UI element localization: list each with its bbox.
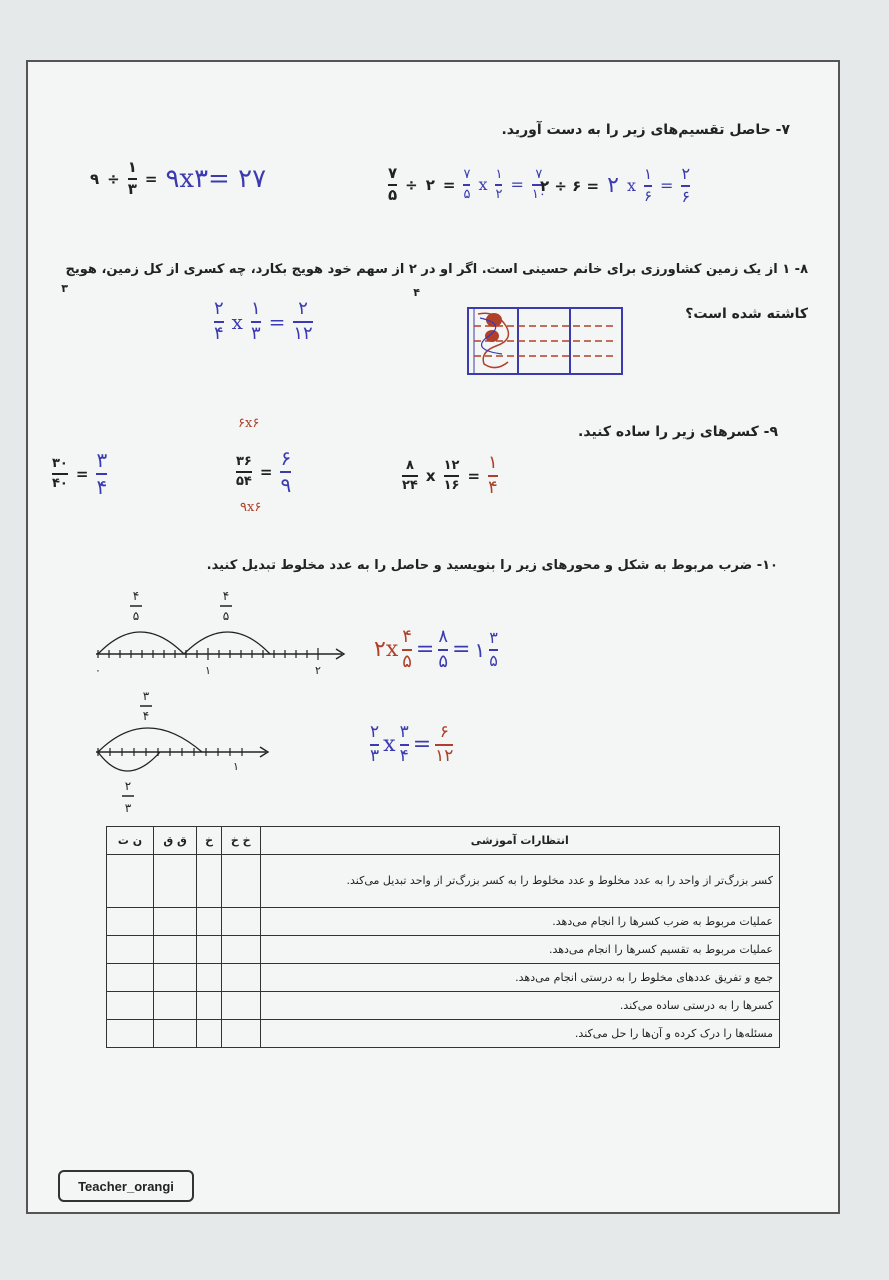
denominator: ۵ xyxy=(489,650,498,670)
checkbox-cell[interactable] xyxy=(221,936,260,964)
table-row xyxy=(107,992,780,1020)
checkbox-cell[interactable] xyxy=(221,964,260,992)
bottom-denominator: ۳ xyxy=(124,801,132,815)
numerator: ۸ xyxy=(438,626,449,647)
numerator: ۱ xyxy=(127,158,137,176)
numerator: ۳۰ xyxy=(52,456,68,472)
mixed-whole: ۱ xyxy=(474,637,486,662)
numerator: ۲ xyxy=(298,298,308,319)
numerator: ۱ xyxy=(250,298,261,319)
result-fraction xyxy=(488,454,498,498)
checkbox-cell[interactable] xyxy=(154,1020,197,1048)
denominator: ۴۰ xyxy=(52,476,68,491)
denominator: ۳ xyxy=(370,745,380,766)
result-fraction xyxy=(96,450,107,498)
numerator: ۱۲ xyxy=(443,458,460,474)
checkbox-cell[interactable] xyxy=(154,908,197,936)
q7-right-b-expression xyxy=(540,166,690,206)
bottom-numerator: ۲ xyxy=(124,779,132,793)
tick-label: ۱ xyxy=(233,760,239,773)
denominator: ۵ xyxy=(438,650,449,672)
denominator: ۱۲ xyxy=(293,322,313,344)
work-whole: ۲ xyxy=(607,173,619,199)
checkbox-cell[interactable] xyxy=(107,1020,154,1048)
denominator: ۶ xyxy=(643,186,653,205)
divide-sign: ÷ xyxy=(405,175,418,194)
header-col-3: ق ق xyxy=(154,827,197,855)
checkbox-cell[interactable] xyxy=(154,855,197,908)
mixed-fraction xyxy=(489,630,498,670)
q8-subscript-right: ۴ xyxy=(413,286,420,299)
q9-b-note-top: ۶x۶ xyxy=(238,416,260,431)
result-fraction xyxy=(280,448,291,496)
problem-fraction xyxy=(52,457,68,490)
header-col-4: ن ت xyxy=(107,827,154,855)
top-denominator: ۴ xyxy=(142,709,150,723)
result-fraction xyxy=(438,628,448,672)
equals-sign: = xyxy=(442,175,456,194)
numerator: ۳ xyxy=(489,628,498,648)
work-fraction xyxy=(251,300,261,344)
q10-work-1 xyxy=(374,628,498,672)
times-sign: x xyxy=(626,176,636,196)
table-row xyxy=(107,908,780,936)
numerator: ۸ xyxy=(405,458,414,474)
work-fraction xyxy=(400,724,409,766)
times-sign: x xyxy=(478,175,488,195)
checkbox-cell[interactable] xyxy=(197,936,222,964)
numerator: ۷ xyxy=(388,164,398,182)
equals-sign: = xyxy=(452,637,471,663)
table-header-row xyxy=(107,827,780,855)
result-fraction xyxy=(293,300,312,344)
denominator: ۲۴ xyxy=(402,477,418,493)
arc-numerator: ۴ xyxy=(132,589,140,603)
tick-marks xyxy=(98,648,318,660)
numerator: ۲ xyxy=(214,298,224,319)
checkbox-cell[interactable] xyxy=(107,855,154,908)
q7-divide-sign: ÷ xyxy=(107,169,120,188)
equals-sign: = xyxy=(144,169,158,188)
checkbox-cell[interactable] xyxy=(221,1020,260,1048)
checkbox-cell[interactable] xyxy=(221,855,260,908)
checkbox-cell[interactable] xyxy=(197,1020,222,1048)
checkbox-cell[interactable] xyxy=(107,992,154,1020)
result-fraction xyxy=(435,724,453,766)
arc-numerator: ۴ xyxy=(222,589,230,603)
numerator: ۲ xyxy=(370,722,380,742)
q8-line1: ۸- ۱ از یک زمین کشاورزی برای خانم حسینی است. اگر او در ۲ از سهم خود هویج بکارد، چه کسری از کل زمین، هویج xyxy=(65,262,808,277)
q7-right-expression xyxy=(388,166,546,204)
equals-sign: = xyxy=(467,466,481,485)
arc-denominator: ۵ xyxy=(132,609,140,623)
q8-subscript-left: ۳ xyxy=(61,282,68,295)
denominator: ۵۴ xyxy=(236,474,252,489)
equals-sign: = xyxy=(412,732,432,758)
denominator: ۴ xyxy=(488,476,498,498)
denominator: ۹ xyxy=(280,473,292,497)
q9-a xyxy=(52,450,107,498)
table-row xyxy=(107,1020,780,1048)
header-col-1: خ خ xyxy=(221,827,260,855)
problem-fraction xyxy=(402,459,418,492)
denominator: ۴ xyxy=(399,745,409,766)
work-fraction xyxy=(214,300,224,344)
goal-text: کسر بزرگ‌تر از واحد را به عدد مخلوط و عدد مخلوط را به کسر بزرگ‌تر از واحد تبدیل می‌کند. xyxy=(260,855,779,908)
denominator: ۱۶ xyxy=(443,477,460,493)
tick-label: ۲ xyxy=(315,664,321,677)
times-sign: x xyxy=(425,466,436,485)
denominator: ۵ xyxy=(463,186,471,202)
header-col-2: خ xyxy=(197,827,222,855)
checkbox-cell[interactable] xyxy=(154,964,197,992)
denominator: ۱۰ xyxy=(531,186,546,202)
q9-c xyxy=(402,454,498,498)
checkbox-cell[interactable] xyxy=(221,992,260,1020)
checkbox-cell[interactable] xyxy=(197,855,222,908)
whole: ۲ xyxy=(425,175,435,194)
denominator: ۳ xyxy=(127,179,137,198)
header-goals: انتظارات آموزشی xyxy=(260,827,779,855)
checkbox-cell[interactable] xyxy=(154,992,197,1020)
q9-b xyxy=(236,448,291,496)
numerator: ۳ xyxy=(399,722,409,742)
equals-sign: = xyxy=(268,309,286,334)
times-sign: x xyxy=(383,732,396,758)
checkbox-cell[interactable] xyxy=(197,992,222,1020)
equals-sign: = xyxy=(660,176,674,196)
times-sign: x xyxy=(231,309,243,334)
q7-fraction xyxy=(128,160,137,198)
q10-number-line-1 xyxy=(88,586,358,682)
work-fraction xyxy=(370,724,379,766)
q8-line2: کاشته شده است؟ xyxy=(685,306,808,322)
worksheet xyxy=(26,60,840,1214)
q7-left-answer: ۹x۳= ۲۷ xyxy=(165,163,267,194)
tick-label: ۰ xyxy=(95,664,101,677)
q7-whole: ۹ xyxy=(90,169,100,188)
equals-sign: = xyxy=(75,465,89,483)
equals-sign: = xyxy=(510,175,524,195)
q9-b-note-bottom: ۹x۶ xyxy=(240,500,262,515)
numerator: ۲ xyxy=(681,164,691,183)
tick-label: ۱ xyxy=(205,664,211,677)
checkbox-cell[interactable] xyxy=(197,908,222,936)
q7-title: ۷- حاصل تقسیم‌های زیر را به دست آورید. xyxy=(501,122,790,138)
q8-work xyxy=(214,300,313,344)
equals-sign: = xyxy=(415,637,435,663)
numerator: ۳۶ xyxy=(236,454,252,470)
denominator: ۵ xyxy=(402,650,412,672)
checkbox-cell[interactable] xyxy=(197,964,222,992)
denominator: ۴ xyxy=(96,475,108,499)
arc-denominator: ۵ xyxy=(222,609,230,623)
work-fraction xyxy=(402,628,412,672)
denominator: ۶ xyxy=(681,186,691,206)
q10-number-line-2 xyxy=(88,686,288,822)
problem-fraction xyxy=(444,459,460,492)
work-fraction xyxy=(644,167,652,205)
work-fraction xyxy=(463,168,470,201)
numerator: ۶ xyxy=(280,446,292,470)
table-row xyxy=(107,936,780,964)
numerator: ۳ xyxy=(96,448,108,472)
numerator: ۷ xyxy=(463,167,471,183)
goal-text: کسرها را به درستی ساده می‌کند. xyxy=(260,992,779,1020)
numerator: ۷ xyxy=(535,167,543,183)
result-fraction xyxy=(681,166,690,206)
numerator: ۱ xyxy=(488,452,498,473)
goal-text: عملیات مربوط به ضرب کسرها را انجام می‌دهد. xyxy=(260,908,779,936)
goal-text: جمع و تفریق عددهای مخلوط را به درستی انجام می‌دهد. xyxy=(260,964,779,992)
denominator: ۱۲ xyxy=(435,745,454,766)
division-expression: ۲ ÷ ۶ = xyxy=(540,176,600,195)
evaluation-table xyxy=(106,826,780,1048)
footer-label: Teacher_orangi xyxy=(58,1170,194,1202)
denominator: ۳ xyxy=(250,322,261,344)
numerator: ۱ xyxy=(643,165,653,184)
checkbox-cell[interactable] xyxy=(107,908,154,936)
goal-text: عملیات مربوط به تقسیم کسرها را انجام می‌دهد. xyxy=(260,936,779,964)
table-row xyxy=(107,964,780,992)
top-numerator: ۳ xyxy=(142,689,150,703)
q7-fraction-a xyxy=(388,166,397,204)
checkbox-cell[interactable] xyxy=(107,964,154,992)
denominator: ۴ xyxy=(214,322,224,344)
equals-sign: = xyxy=(259,463,273,481)
denominator: ۲ xyxy=(495,186,503,202)
goal-text: مسئله‌ها را درک کرده و آن‌ها را حل می‌کند. xyxy=(260,1020,779,1048)
table-row xyxy=(107,855,780,908)
numerator: ۶ xyxy=(439,722,449,742)
checkbox-cell[interactable] xyxy=(107,936,154,964)
checkbox-cell[interactable] xyxy=(154,936,197,964)
numerator: ۴ xyxy=(402,626,412,647)
work-fraction xyxy=(495,168,502,201)
denominator: ۵ xyxy=(388,185,398,204)
q7-left-expression xyxy=(90,160,266,198)
checkbox-cell[interactable] xyxy=(221,908,260,936)
problem-fraction xyxy=(236,455,252,488)
q8-land-diagram xyxy=(466,306,626,378)
q10-work-2 xyxy=(370,724,453,766)
numerator: ۱ xyxy=(495,167,503,183)
q10-title: ۱۰- ضرب مربوط به شکل و محورهای زیر را بنویسید و حاصل را به عدد مخلوط تبدیل کنید. xyxy=(206,558,778,573)
q9-title: ۹- کسرهای زیر را ساده کنید. xyxy=(578,424,778,440)
multiplier: ۲x xyxy=(374,637,399,663)
